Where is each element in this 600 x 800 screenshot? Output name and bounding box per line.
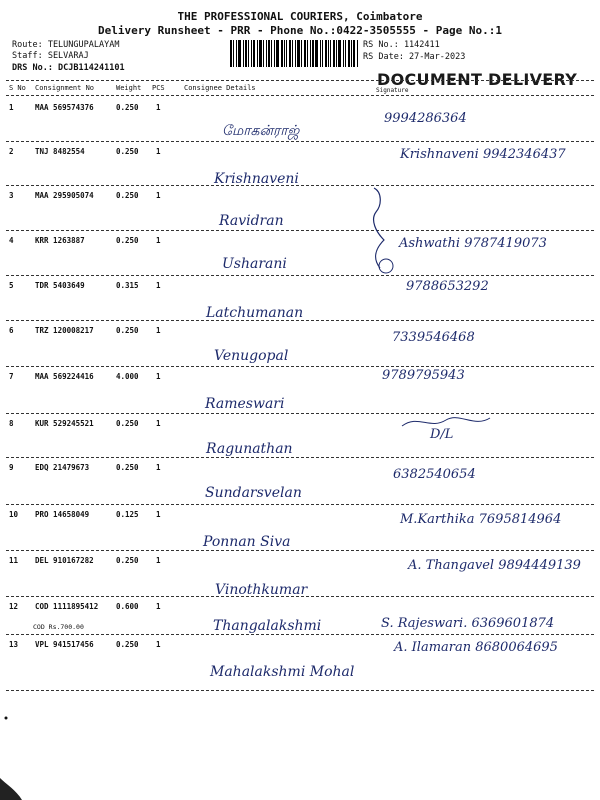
row-pieces: 1: [156, 419, 161, 428]
barcode-bar: [233, 40, 234, 67]
barcode-bar: [315, 40, 318, 67]
row-signature: 7339546468: [392, 330, 475, 345]
row-separator: [6, 690, 594, 691]
barcode-bar: [292, 40, 293, 67]
barcode-bar: [248, 40, 249, 67]
row-separator: [6, 457, 594, 458]
signature-scribble: [402, 418, 490, 426]
row-consignee-name: Thangalakshmi: [213, 618, 322, 634]
row-consignment-number: PRO 14658049: [35, 510, 90, 519]
row-consignee-name: Latchumanan: [206, 305, 304, 321]
row-consignment-number: TRZ 120008217: [35, 326, 94, 335]
barcode-bar: [274, 40, 275, 67]
row-pieces: 1: [156, 191, 161, 200]
barcode-bar: [333, 40, 335, 67]
barcode-bar: [238, 40, 241, 67]
barcode-bar: [271, 40, 272, 67]
barcode-bar: [336, 40, 337, 67]
row-separator: [6, 366, 594, 367]
margin-dot: [5, 717, 8, 720]
barcode-bar: [245, 40, 247, 67]
row-weight: 0.250: [116, 147, 139, 156]
row-consignee-name: Vinothkumar: [215, 582, 308, 598]
barcode-bar: [281, 40, 283, 67]
row-separator: [6, 413, 594, 414]
row-signature: Ashwathi 9787419073: [399, 236, 547, 251]
barcode-bar: [297, 40, 300, 67]
row-separator: [6, 550, 594, 551]
row-serial-number: 4: [9, 236, 14, 245]
barcode-bar: [348, 40, 350, 67]
barcode-bar: [322, 40, 323, 67]
barcode-bar: [325, 40, 327, 67]
row-consignment-number: DEL 910167282: [35, 556, 94, 565]
route-text: Route: TELUNGUPALAYAM: [12, 40, 120, 50]
row-separator: [6, 634, 594, 635]
row-consignment-number: KUR 529245521: [35, 419, 94, 428]
row-pieces: 1: [156, 236, 161, 245]
col-weight-header: Weight: [116, 84, 142, 92]
barcode-icon: [230, 40, 358, 67]
barcode-bar: [338, 40, 341, 67]
row-pieces: 1: [156, 556, 161, 565]
row-signature: 9788653292: [406, 279, 489, 294]
row-weight: 0.250: [116, 419, 139, 428]
row-consignment-number: COD 1111895412: [35, 602, 99, 611]
row-serial-number: 5: [9, 281, 14, 290]
company-title: THE PROFESSIONAL COURIERS, Coimbatore: [177, 10, 423, 23]
row-consignment-number: VPL 941517456: [35, 640, 94, 649]
row-signature: 9789795943: [382, 368, 465, 383]
row-weight: 0.315: [116, 281, 139, 290]
row-separator: [6, 504, 594, 505]
barcode-bar: [353, 40, 355, 67]
row-pieces: 1: [156, 372, 161, 381]
barcode-bar: [251, 40, 252, 67]
row-weight: 0.250: [116, 103, 139, 112]
document-delivery-stamp: DOCUMENT DELIVERY: [377, 70, 578, 89]
row-serial-number: 1: [9, 103, 14, 112]
barcode-bar: [284, 40, 285, 67]
barcode-bar: [301, 40, 302, 67]
row-pieces: 1: [156, 147, 161, 156]
row-weight: 0.250: [116, 236, 139, 245]
row-pieces: 1: [156, 602, 161, 611]
row-weight: 0.600: [116, 602, 139, 611]
row-pieces: 1: [156, 640, 161, 649]
row-serial-number: 10: [9, 510, 19, 519]
row-serial-number: 13: [9, 640, 19, 649]
row-consignment-number: TDR 5403649: [35, 281, 85, 290]
barcode-bar: [268, 40, 270, 67]
barcode-bar: [263, 40, 264, 67]
bracket-mark: [374, 188, 384, 268]
staff-text: Staff: SELVARAJ: [12, 51, 89, 61]
row-signature: S. Rajeswari. 6369601874: [381, 616, 555, 631]
barcode-bar: [328, 40, 329, 67]
row-separator: [6, 141, 594, 142]
row-pieces: 1: [156, 281, 161, 290]
row-consignment-number: MAA 569574376: [35, 103, 94, 112]
row-consignment-number: EDQ 21479673: [35, 463, 90, 472]
row-consignment-number: KRR 1263887: [35, 236, 85, 245]
row-weight: 0.250: [116, 463, 139, 472]
barcode-bar: [345, 40, 346, 67]
row-serial-number: 9: [9, 463, 14, 472]
row-consignee-name: Rameswari: [205, 396, 285, 412]
row-signature: A. Ilamaran 8680064695: [394, 640, 558, 655]
row-weight: 4.000: [116, 372, 139, 381]
row-consignee-name: Venugopal: [214, 348, 289, 364]
row-signature: Krishnaveni 9942346437: [400, 147, 566, 162]
row-separator: [6, 185, 594, 186]
row-cod-amount: COD Rs.700.00: [33, 623, 84, 631]
row-weight: 0.250: [116, 191, 139, 200]
barcode-bar: [257, 40, 258, 67]
barcode-bar: [307, 40, 308, 67]
col-consignee-header: Consignee Details: [184, 84, 256, 92]
rs-date: RS Date: 27-Mar-2023: [363, 52, 466, 62]
header-bottom-rule: [6, 95, 594, 96]
row-weight: 0.250: [116, 326, 139, 335]
barcode-bar: [236, 40, 237, 67]
row-weight: 0.125: [116, 510, 139, 519]
row-consignment-number: MAA 569224416: [35, 372, 94, 381]
col-sno-header: S No: [9, 84, 26, 92]
barcode-bar: [310, 40, 311, 67]
page-corner-mark: [0, 778, 22, 800]
row-consignee-name: Usharani: [222, 256, 287, 272]
row-consignment-number: TNJ 8482554: [35, 147, 85, 156]
row-separator: [6, 320, 594, 321]
row-consignee-name: Mahalakshmi Mohal: [210, 664, 355, 680]
row-signature: D/L: [430, 427, 454, 442]
row-consignee-name: Ravidran: [219, 213, 284, 229]
row-signature: 9994286364: [384, 111, 467, 126]
barcode-bar: [230, 40, 232, 67]
row-consignee-name: Ragunathan: [206, 441, 293, 457]
barcode-bar: [286, 40, 287, 67]
row-consignee-name: Ponnan Siva: [203, 534, 291, 550]
barcode-bar: [243, 40, 244, 67]
header-top-rule: [6, 80, 594, 81]
barcode-bar: [266, 40, 267, 67]
row-signature: A. Thangavel 9894449139: [408, 558, 581, 573]
barcode-bar: [330, 40, 331, 67]
barcode-bar: [289, 40, 291, 67]
row-serial-number: 8: [9, 419, 14, 428]
row-serial-number: 6: [9, 326, 14, 335]
row-pieces: 1: [156, 326, 161, 335]
row-consignee-name: Sundarsvelan: [205, 485, 302, 501]
drs-number: DRS No.: DCJB114241101: [12, 63, 125, 73]
row-separator: [6, 596, 594, 597]
runsheet-subtitle: Delivery Runsheet - PRR - Phone No.:0422-3505555 - Page No.:1: [98, 24, 502, 37]
barcode-bar: [253, 40, 255, 67]
col-signature-header: Signature: [376, 87, 409, 94]
row-serial-number: 11: [9, 556, 19, 565]
row-consignee-name: Krishnaveni: [214, 171, 299, 187]
row-serial-number: 2: [9, 147, 14, 156]
barcode-bar: [259, 40, 262, 67]
col-consignment-header: Consignment No: [35, 84, 95, 92]
barcode-bar: [357, 40, 358, 67]
row-serial-number: 7: [9, 372, 14, 381]
barcode-bar: [312, 40, 314, 67]
row-serial-number: 3: [9, 191, 14, 200]
circle-mark: [379, 259, 393, 273]
row-pieces: 1: [156, 463, 161, 472]
barcode-bar: [304, 40, 306, 67]
barcode-bar: [320, 40, 321, 67]
row-weight: 0.250: [116, 640, 139, 649]
row-pieces: 1: [156, 103, 161, 112]
rs-number: RS No.: 1142411: [363, 40, 440, 50]
row-weight: 0.250: [116, 556, 139, 565]
barcode-bar: [351, 40, 352, 67]
row-signature: M.Karthika 7695814964: [400, 512, 562, 527]
row-signature: 6382540654: [393, 467, 476, 482]
row-pieces: 1: [156, 510, 161, 519]
row-consignment-number: MAA 295905074: [35, 191, 94, 200]
row-serial-number: 12: [9, 602, 19, 611]
row-consignee-name: மோகன்ராஜ்: [222, 123, 300, 139]
barcode-bar: [343, 40, 344, 67]
barcode-bar: [295, 40, 296, 67]
row-separator: [6, 230, 594, 231]
barcode-bar: [276, 40, 279, 67]
row-separator: [6, 275, 594, 276]
col-pcs-header: PCS: [152, 84, 165, 92]
